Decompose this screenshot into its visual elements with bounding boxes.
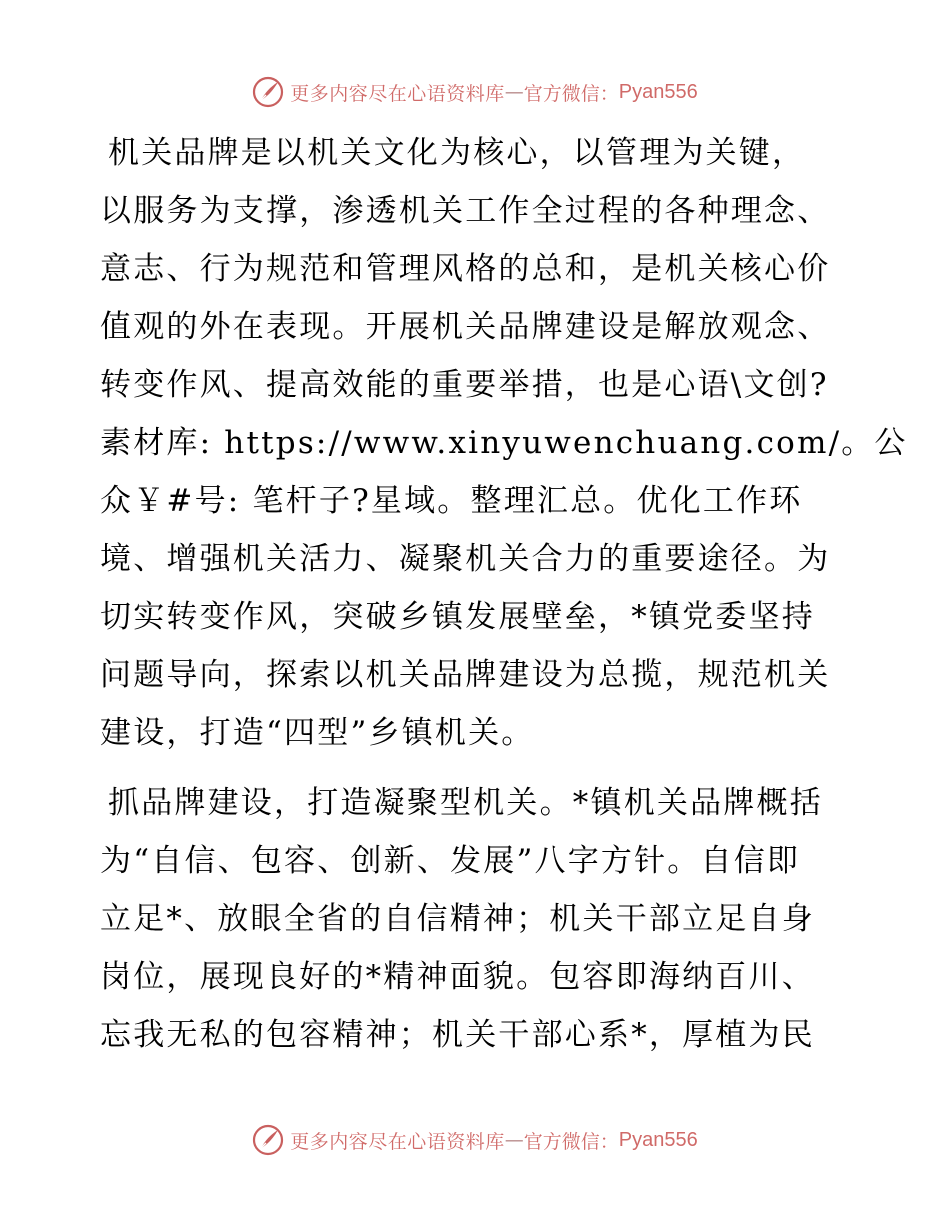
text-line: 转变作风、提高效能的重要举措，也是心语\文创?	[100, 367, 829, 403]
banner-account-label: 官方微信：	[523, 1130, 619, 1153]
banner-separator: —	[504, 81, 524, 103]
text-line: 建设，打造“四型”乡镇机关。	[100, 715, 535, 751]
text-line: 忘我无私的包容精神；机关干部心系*，厚植为民	[100, 1017, 815, 1053]
text-line: 意志、行为规范和管理风格的总和，是机关核心价	[100, 251, 831, 287]
text-line: 为“自信、包容、创新、发展”八字方针。自信即	[100, 843, 801, 879]
footer-watermark-banner	[0, 1120, 950, 1160]
banner-main-text: 更多内容尽在心语资料库	[290, 1130, 505, 1153]
feather-pen-logo-icon	[252, 1124, 284, 1156]
text-line: 众￥#号: 笔杆子?星域。整理汇总。优化工作环	[100, 483, 803, 519]
banner-account-label: 官方微信：	[523, 82, 619, 105]
header-watermark-banner	[0, 72, 950, 112]
text-line: 值观的外在表现。开展机关品牌建设是解放观念、	[100, 309, 831, 345]
text-line: 问题导向，探索以机关品牌建设为总揽，规范机关	[100, 657, 831, 693]
text-line: 机关品牌是以机关文化为核心，以管理为关键，	[108, 135, 806, 171]
banner-account-id: Pyan556	[618, 1128, 698, 1151]
document-body	[100, 124, 908, 1064]
text-line: 抓品牌建设，打造凝聚型机关。*镇机关品牌概括	[108, 785, 823, 821]
banner-account-id: Pyan556	[618, 80, 698, 103]
text-line: 岗位，展现良好的*精神面貌。包容即海纳百川、	[100, 959, 815, 995]
text-line: 以服务为支撑，渗透机关工作全过程的各种理念、	[100, 193, 831, 229]
paragraph-2	[100, 774, 860, 1064]
banner-separator: —	[504, 1129, 524, 1151]
text-line: 切实转变作风，突破乡镇发展壁垒，*镇党委坚持	[100, 599, 815, 635]
text-line: 立足*、放眼全省的自信精神；机关干部立足自身	[100, 901, 815, 937]
feather-pen-logo-icon	[252, 76, 284, 108]
banner-main-text: 更多内容尽在心语资料库	[290, 82, 505, 105]
text-line: 境、增强机关活力、凝聚机关合力的重要途径。为	[100, 541, 831, 577]
text-line: 素材库: https://www.xinyuwenchuang.com/。公	[100, 425, 908, 461]
paragraph-1	[100, 124, 908, 762]
